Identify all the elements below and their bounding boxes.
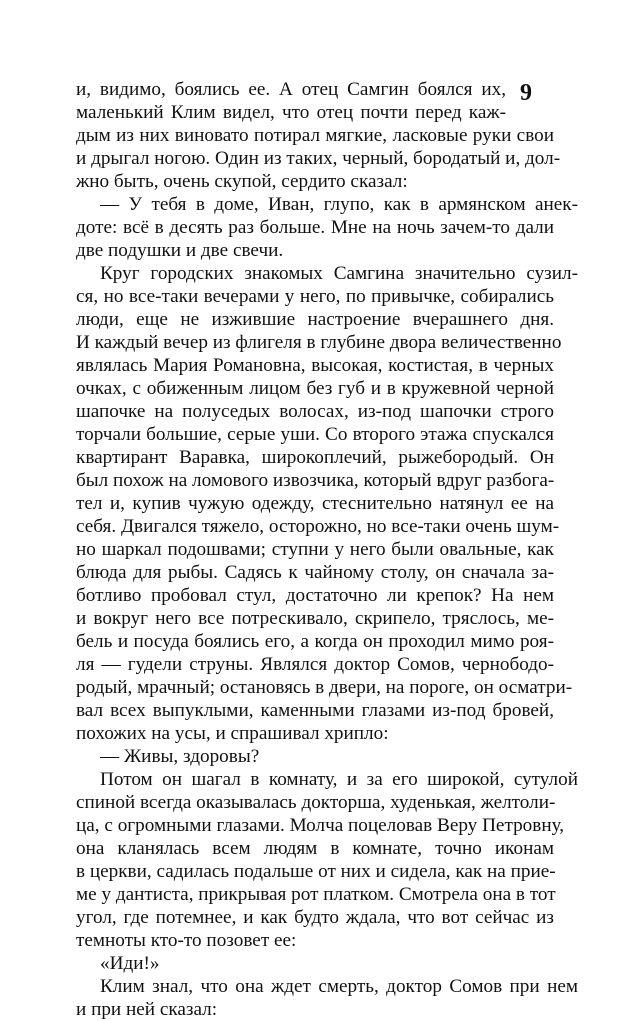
text-line: шапочке на полуседых волосах, из-под шапочки строго (76, 401, 554, 422)
text-line: бель и посуда боялись его, а когда он проходил мимо роя- (76, 631, 554, 652)
text-line: тел и, купив чужую одежду, стеснительно натянул ее на (76, 493, 554, 514)
text-line: ся, но все-таки вечерами у него, по привычке, собирались (76, 286, 554, 307)
text-line: очках, с обиженным лицом без губ и в кружевной черной (76, 378, 554, 399)
text-line: вал всех выпуклыми, каменными глазами из-под бровей, (76, 700, 554, 721)
text-line: Круг городских знакомых Самгина значительно сузил- (100, 263, 578, 284)
text-line: Клим знал, что она ждет смерть, доктор Сомов при нем (100, 976, 578, 997)
text-line: И каждый вечер из флигеля в глубине двора величественно (76, 332, 562, 353)
text-line: похожих на усы, и спрашивал хрипло: (76, 723, 389, 744)
text-line: Потом он шагал в комнату, и за его широкой, сутулой (100, 769, 578, 790)
text-line: был похож на ломового извозчика, который вдруг разбога- (76, 470, 555, 491)
text-line: ме у дантиста, прикрывая рот платком. Смотрела она в тот (76, 884, 556, 905)
text-line: доте: всё в десять раз больше. Мне на ночь зачем-то дали (76, 217, 554, 238)
text-line: — Живы, здоровы? (100, 746, 260, 767)
page-number: 9 (520, 80, 532, 106)
text-line: являлась Мария Романовна, высокая, костистая, в черных (76, 355, 554, 376)
text-line: жно быть, очень скупой, сердито сказал: (76, 171, 408, 192)
text-line: себя. Двигался тяжело, осторожно, но все-таки очень шум- (76, 516, 560, 537)
text-line: но шаркал подошвами; ступни у него были овальные, как (76, 539, 554, 560)
text-line: родый, мрачный; остановясь в двери, на пороге, он осматри- (76, 677, 573, 698)
text-line: торчали большие, серые уши. Со второго этажа спускался (76, 424, 554, 445)
body-text (76, 78, 578, 1021)
text-line: дым из них виновато потирал мягкие, ласковые руки свои (76, 125, 554, 146)
text-line: и, видимо, боялись ее. А отец Самгин боялся их, (76, 79, 506, 100)
text-line: угол, где потемнее, и как будто ждала, что вот сейчас из (76, 907, 554, 928)
text-line: спиной всегда оказывалась докторша, худенькая, желтоли- (76, 792, 556, 813)
text-line: и дрыгал ногою. Один из таких, черный, бородатый и, дол- (76, 148, 561, 169)
text-line: и вокруг него все потрескивало, скрипело, тряслось, ме- (76, 608, 554, 629)
text-line: ботливо пробовал стул, достаточно ли крепок? На нем (76, 585, 554, 606)
text-line: ля — гудели струны. Являлся доктор Сомов, чернободо- (76, 654, 554, 675)
text-line: темноты кто-то позовет ее: (76, 930, 297, 951)
text-line: квартирант Варавка, широкоплечий, рыжебородый. Он (76, 447, 554, 468)
text-line: — У тебя в доме, Иван, глупо, как в армянском анек- (100, 194, 578, 215)
text-line: маленький Клим видел, что отец почти перед каж- (76, 102, 506, 123)
text-line: в церкви, садилась подальше от них и сидела, как на прие- (76, 861, 556, 882)
text-line: блюда для рыбы. Садясь к чайному столу, он сначала за- (76, 562, 554, 583)
text-line: «Иди!» (100, 953, 160, 974)
text-line: и при ней сказал: (76, 999, 218, 1020)
text-line: две подушки и две свечи. (76, 240, 284, 261)
text-line: ца, с огромными глазами. Молча поцеловав Веру Петровну, (76, 815, 565, 836)
text-line: она кланялась всем людям в комнате, точно иконам (76, 838, 554, 859)
text-line: люди, еще не изжившие настроение вчерашнего дня. (76, 309, 554, 330)
